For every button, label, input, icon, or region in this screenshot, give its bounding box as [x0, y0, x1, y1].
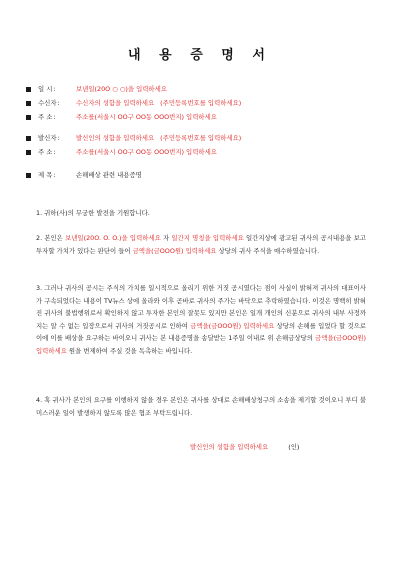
- sender-name-placeholder[interactable]: 발신인의 성함을 입력하세요: [76, 134, 155, 142]
- purchase-amount-placeholder[interactable]: 금액을(금OOO원) 입력하세요: [132, 246, 217, 255]
- subject-block: [26, 168, 376, 182]
- date-row: [26, 82, 376, 96]
- recipient-id-placeholder[interactable]: (주민등록번호를 입력하세요): [160, 99, 242, 107]
- square-bullet-icon: [26, 101, 31, 106]
- recipient-row: [26, 96, 376, 110]
- recipient-address-label: 주 소 :: [38, 110, 70, 124]
- recipient-name-placeholder[interactable]: 수신자의 성함을 입력하세요: [76, 99, 155, 107]
- paragraph-4-text: 4. 혹 귀사가 본인의 요구를 이행하지 않을 경우 본인은 귀사를 상대로 손해배상청구의 소송을 제기할 것이오니 부디 불미스러운 일이 발생하지 않도록 많은 협조 부탁드립니다.: [36, 396, 366, 417]
- damage-amount-placeholder[interactable]: 금액을(금OOO원) 입력하세요: [190, 321, 275, 330]
- paragraph-2: [36, 232, 366, 257]
- subject-value: 손해배상 관련 내용증명: [76, 171, 142, 179]
- signature-line: [190, 442, 299, 451]
- sender-address-placeholder[interactable]: 주소를(서울시 OO구 OO동 OOO번지) 입력하세요: [76, 148, 217, 156]
- purchase-date-placeholder[interactable]: 보낸일(20O. O. O.)을 입력하세요: [65, 234, 161, 242]
- subject-row: [26, 168, 376, 182]
- square-bullet-icon: [26, 115, 31, 120]
- paragraph-4: [36, 394, 366, 419]
- compensation-amount-placeholder[interactable]: 금액을(금OOO원) 입력하세요: [36, 334, 366, 355]
- recipient-address-row: [26, 110, 376, 124]
- paragraph-1: [36, 207, 366, 220]
- square-bullet-icon: [26, 173, 31, 178]
- seal-mark: (인): [288, 443, 300, 451]
- recipient-address-placeholder[interactable]: 주소를(서울시 OO구 OO동 OOO번지) 입력하세요: [76, 113, 217, 121]
- sender-label: 발신자 :: [38, 131, 70, 145]
- newspaper-name-placeholder[interactable]: 일간지 명칭을 입력하세요: [171, 234, 244, 242]
- signature-name-placeholder[interactable]: 발신인의 성함을 입력하세요: [190, 443, 269, 451]
- sender-id-placeholder[interactable]: (주민등록번호를 입력하세요): [160, 134, 242, 142]
- square-bullet-icon: [26, 150, 31, 155]
- recipient-block: [26, 82, 376, 124]
- date-label: 일 시 :: [38, 82, 70, 96]
- date-placeholder[interactable]: 보낸일(20O ○ ○)을 입력하세요: [76, 85, 167, 93]
- sender-address-row: [26, 145, 376, 159]
- sender-address-label: 주 소 :: [38, 145, 70, 159]
- paragraph-2-text: 2. 본인은 보낸일(20O. O. O.)을 입력하세요 자 일간지 명칭을 입력하세요 일간지상에 광고된 귀사의 공시내용을 보고 투자할 가치가 있다는 판단이 들어 금액을(금OOO원) 입력하세요 상당의 귀사 주식을 매수하였습니다.: [36, 234, 366, 255]
- paragraph-3-text: 3. 그러나 귀사의 공시는 주식의 가치를 일시적으로 올리기 위한 거짓 공시였다는 점이 사실이 밝혀져 귀사의 대표이사가 구속되었다는 내용이 TV뉴스 상에 올라와 이후 곧바로 귀사의 주가는 바닥으로 추락하였습니다. 이것은 명백히 밝혀진 귀사의 불법행위로서 확인하지 않고 투자한 본인의 잘못도 있지만 본인은 일개 개인의 신분으로 귀사의 내부 사정까지는 알 수 없는 입장으로서 귀사의 거짓공시로 인하여 금액을(금OOO원) 입력하세요 상당의 손해를 입었다 할 것으로 이에 이를 배상을 요구하는 바이오니 귀사는 본 내용증명을 송달받는 1주일 이내로 위 손해금상당의 금액을(금OOO원) 입력하세요 원을 변제하여 주실 것을 독촉하는 바입니다.: [36, 284, 366, 355]
- paragraph-1-text: 1. 귀하(사)의 무궁한 발전을 기원합니다.: [36, 209, 150, 217]
- subject-label: 제 목 :: [38, 168, 70, 182]
- document-title: 내 용 증 명 서: [128, 48, 272, 63]
- square-bullet-icon: [26, 87, 31, 92]
- square-bullet-icon: [26, 136, 31, 141]
- sender-row: [26, 131, 376, 145]
- paragraph-3: [36, 282, 366, 357]
- recipient-label: 수신자 :: [38, 96, 70, 110]
- sender-block: [26, 131, 376, 159]
